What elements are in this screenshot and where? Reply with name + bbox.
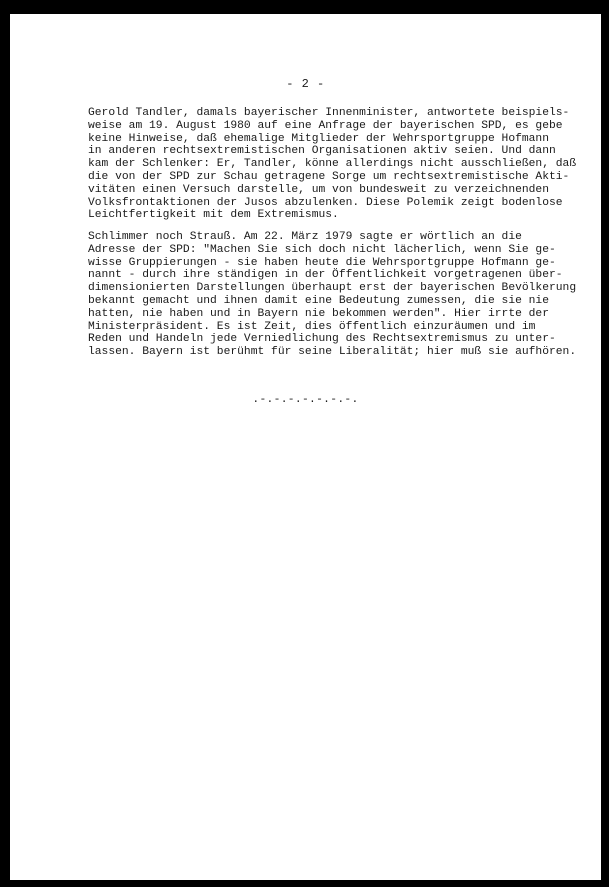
text-line: hatten, nie haben und in Bayern nie bekommen werden". Hier irrte der <box>88 307 549 320</box>
text-line: kam der Schlenker: Er, Tandler, könne allerdings nicht ausschließen, daß <box>88 158 577 171</box>
text-line: Leichtfertigkeit mit dem Extremismus. <box>88 209 339 222</box>
text-line: in anderen rechtsextremistischen Organisationen aktiv seien. Und dann <box>88 145 556 158</box>
text-line: Gerold Tandler, damals bayerischer Innenminister, antwortete beispiels- <box>88 107 570 119</box>
text-line: dimensionierten Darstellungen überhaupt erst der bayerischen Bevölkerung <box>88 282 577 295</box>
text-line: vitäten einen Versuch darstelle, um von bundesweit zu verzeichnenden <box>88 183 549 196</box>
text-line: Schlimmer noch Strauß. Am 22. März 1979 sagte er wörtlich an die <box>88 231 522 243</box>
paragraph-strauss <box>88 231 598 359</box>
text-line: lassen. Bayern ist berühmt für seine Liberalität; hier muß sie aufhören. <box>88 346 577 359</box>
document-page <box>10 14 601 880</box>
section-separator: .-.-.-.-.-.-.-. <box>252 394 359 406</box>
text-line: bekannt gemacht und ihnen damit eine Bedeutung zumessen, die sie nie <box>88 294 549 307</box>
text-line: weise am 19. August 1980 auf eine Anfrage der bayerischen SPD, es gebe <box>88 119 563 132</box>
text-line: Reden und Handeln jede Verniedlichung des Rechtsextremismus zu unter- <box>88 333 556 346</box>
text-line: wisse Gruppierungen - sie haben heute die Wehrsportgruppe Hofmann ge- <box>88 256 556 269</box>
page-number: - 2 - <box>286 77 325 91</box>
text-line: keine Hinweise, daß ehemalige Mitglieder der Wehrsportgruppe Hofmann <box>88 132 549 145</box>
text-line: Adresse der SPD: "Machen Sie sich doch nicht lächerlich, wenn Sie ge- <box>88 243 556 256</box>
text-line: nannt - durch ihre ständigen in der Öffentlichkeit vorgetragenen über- <box>88 269 563 282</box>
text-line: Volksfrontaktionen der Jusos abzulenken. Diese Polemik zeigt bodenlose <box>88 196 563 209</box>
text-line: die von der SPD zur Schau getragene Sorge um rechtsextremistische Akti- <box>88 170 570 183</box>
text-line: Ministerpräsident. Es ist Zeit, dies öffentlich einzuräumen und im <box>88 320 536 333</box>
paragraph-tandler <box>88 107 598 222</box>
